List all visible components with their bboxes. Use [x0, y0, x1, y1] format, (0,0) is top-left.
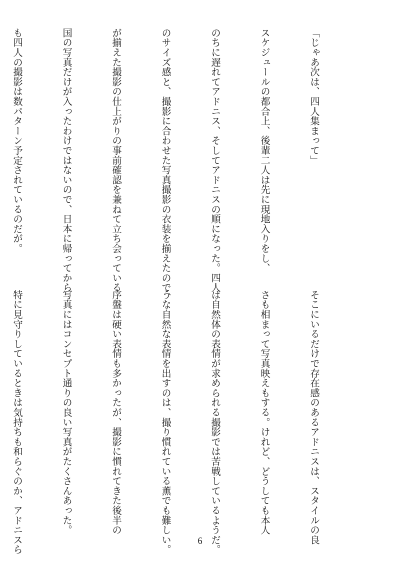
- page-number: 6: [197, 536, 203, 546]
- text-column: のちに遅れてアドニス、そしてアドニスの順になった。四人: [209, 28, 220, 293]
- upper-text-block: [11, 28, 354, 303]
- text-column: そこにいるだけで存在感のあるアドニスは、スタイルの良: [308, 290, 319, 545]
- text-column: 特に見守りしているときは気持ちも和らぐのか、アドニスら: [11, 290, 22, 555]
- text-column: スケジュールの都合上、後輩二人は先に現地入りをし、: [258, 28, 270, 273]
- text-column: うな自然な表情を出すのは、撮り慣れている薫でも難しい。: [159, 290, 171, 555]
- text-column: も四人の撮影は数パターン予定されているのだが。: [11, 28, 22, 254]
- text-column: 写真にはコンセプト通りの良い写真がたくさんあった。: [60, 290, 72, 535]
- text-column: 国の写真だけが入ったわけではないので、日本に帰ってから: [60, 28, 72, 293]
- text-column: が揃えた撮影の仕上がりの事前確認を兼ねて立ち会っている: [110, 28, 121, 293]
- text-column: さも相まって写真映えもする。けれど、どうしても本人: [258, 290, 270, 535]
- text-column: は自然体の表情が求められる撮影では苦戦しているようだ。: [209, 290, 220, 555]
- text-column: 「じゃあ次は、四人集まって」: [308, 28, 319, 166]
- text-column: 序盤は硬い表情も多かったが、撮影に慣れてきた後半の: [110, 290, 121, 535]
- lower-text-block: [11, 290, 354, 555]
- text-column: のサイズ感と、撮影に合わせた写真撮影の衣装を揃えたので、: [159, 28, 171, 303]
